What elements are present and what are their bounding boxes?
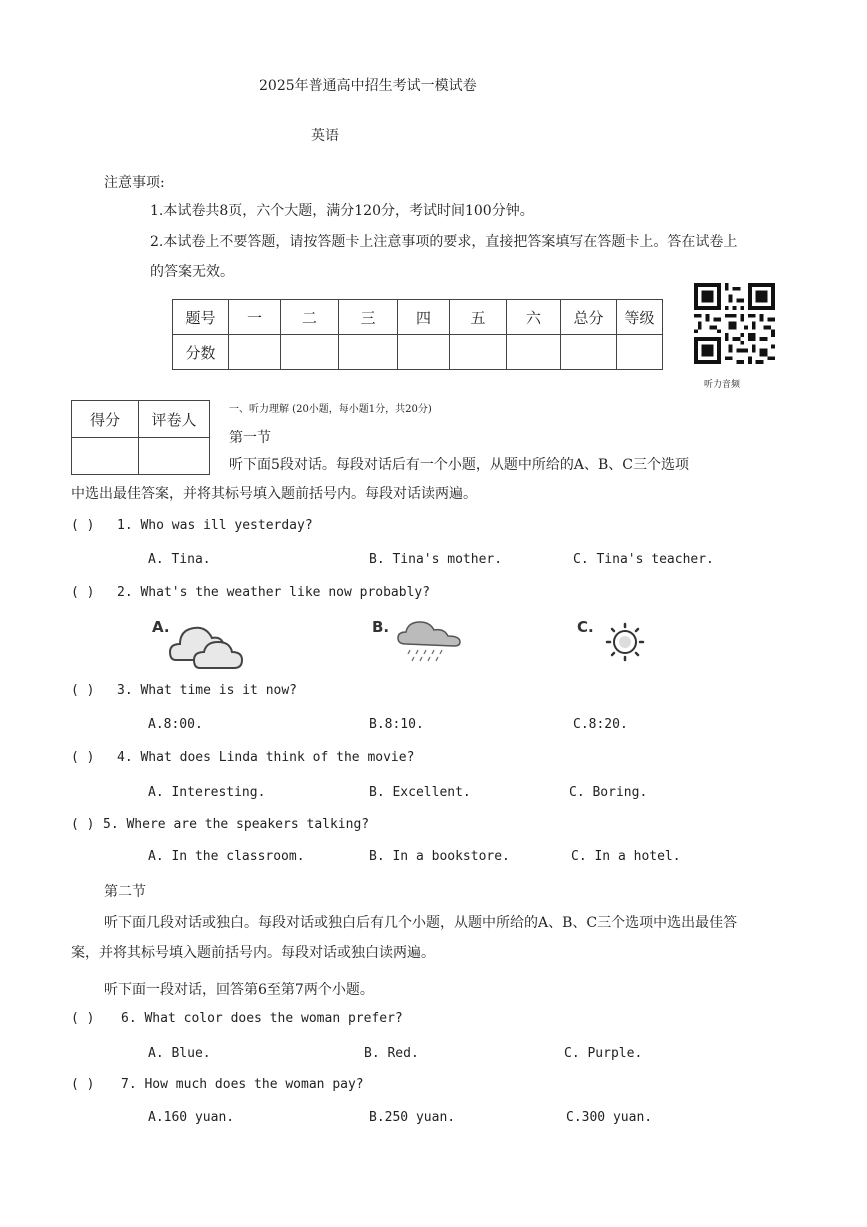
notes-item-2: 2.本试卷上不要答题，请按答题卡上注意事项的要求，直接把答案填写在答题卡上。答在试卷上 <box>150 234 738 250</box>
answer-bracket: ( ) <box>71 1077 95 1092</box>
question-stem: 5. Where are the speakers talking? <box>103 817 370 832</box>
score-cell: 二 <box>281 300 339 335</box>
score-table <box>172 299 663 370</box>
section2-instructions: 听下面几段对话或独白。每段对话或独白后有几个小题，从题中所给的A、B、C三个选项中选出最佳答 <box>104 915 738 931</box>
question-stem: 4. What does Linda think of the movie? <box>117 750 415 765</box>
option-a: A.8:00. <box>148 717 203 732</box>
sun-icon <box>577 612 657 672</box>
score-cell-label: 题号 <box>173 300 229 335</box>
notes-item-1: 1.本试卷共8页，六个大题，满分120分，考试时间100分钟。 <box>150 203 534 219</box>
option-a: A. Blue. <box>148 1046 211 1061</box>
notes-item-2-cont: 的答案无效。 <box>150 264 234 280</box>
answer-bracket: ( ) <box>71 750 95 765</box>
answer-bracket: ( ) <box>71 683 95 698</box>
score-input-cell <box>617 335 663 370</box>
score-input-cell <box>229 335 281 370</box>
score-cell: 一 <box>229 300 281 335</box>
answer-bracket: ( ) <box>71 817 95 832</box>
grader-reviewer-label: 评卷人 <box>139 401 210 438</box>
grader-score-cell <box>72 438 139 475</box>
option-c: C. In a hotel. <box>571 849 681 864</box>
option-b: B.8:10. <box>369 717 424 732</box>
score-input-cell <box>281 335 339 370</box>
score-input-cell <box>398 335 450 370</box>
question-stem: 7. How much does the woman pay? <box>121 1077 364 1092</box>
score-cell: 三 <box>339 300 398 335</box>
exam-title: 2025年普通高中招生考试一模试卷 <box>259 78 477 94</box>
section2-instructions-cont: 案，并将其标号填入题前括号内。每段对话或独白读两遍。 <box>71 945 435 961</box>
option-c: C. Boring. <box>569 785 648 800</box>
option-b: B. Red. <box>364 1046 419 1061</box>
section1-instructions: 听下面5段对话。每段对话后有一个小题，从题中所给的A、B、C三个选项 <box>229 457 690 473</box>
question-stem: 1. Who was ill yesterday? <box>117 518 313 533</box>
section2-heading: 第二节 <box>104 884 146 900</box>
section1-heading: 第一节 <box>229 430 271 446</box>
rain-cloud-icon <box>372 614 472 670</box>
option-a: A. In the classroom. <box>148 849 305 864</box>
section1-instructions-cont: 中选出最佳答案，并将其标号填入题前括号内。每段对话读两遍。 <box>71 486 477 502</box>
option-b: B. Excellent. <box>369 785 471 800</box>
question-stem: 6. What color does the woman prefer? <box>121 1011 403 1026</box>
score-input-cell <box>339 335 398 370</box>
subject-title: 英语 <box>311 128 339 144</box>
option-c: C.8:20. <box>573 717 628 732</box>
grader-table <box>71 400 210 475</box>
score-cell: 五 <box>450 300 507 335</box>
option-c: C. Purple. <box>564 1046 643 1061</box>
qr-caption: 听力音频 <box>704 380 741 390</box>
score-cell: 等级 <box>617 300 663 335</box>
grader-reviewer-cell <box>139 438 210 475</box>
answer-bracket: ( ) <box>71 1011 95 1026</box>
option-b: B. In a bookstore. <box>369 849 510 864</box>
option-c-label: C. <box>577 618 594 636</box>
part1-heading: 一、听力理解 (20小题，每小题1分，共20分) <box>229 404 432 415</box>
dialogue-instructions: 听下面一段对话，回答第6至第7两个小题。 <box>104 982 374 998</box>
cloudy-icon <box>150 614 250 670</box>
score-input-cell <box>561 335 617 370</box>
answer-bracket: ( ) <box>71 518 95 533</box>
option-a: A.160 yuan. <box>148 1110 235 1125</box>
answer-bracket: ( ) <box>71 585 95 600</box>
score-input-cell <box>450 335 507 370</box>
option-b-label: B. <box>372 618 390 636</box>
option-a: A. Tina. <box>148 552 211 567</box>
option-b: B.250 yuan. <box>369 1110 456 1125</box>
qr-code-icon <box>694 283 775 364</box>
option-b: B. Tina's mother. <box>369 552 503 567</box>
score-cell: 六 <box>507 300 561 335</box>
option-c: C. Tina's teacher. <box>573 552 714 567</box>
score-cell-label: 分数 <box>173 335 229 370</box>
question-stem: 2. What's the weather like now probably? <box>117 585 431 600</box>
option-a: A. Interesting. <box>148 785 266 800</box>
score-input-cell <box>507 335 561 370</box>
option-a-label: A. <box>152 618 170 636</box>
grader-score-label: 得分 <box>72 401 139 438</box>
option-c: C.300 yuan. <box>566 1110 653 1125</box>
notes-heading: 注意事项: <box>104 175 165 191</box>
score-cell: 总分 <box>561 300 617 335</box>
question-stem: 3. What time is it now? <box>117 683 298 698</box>
score-cell: 四 <box>398 300 450 335</box>
